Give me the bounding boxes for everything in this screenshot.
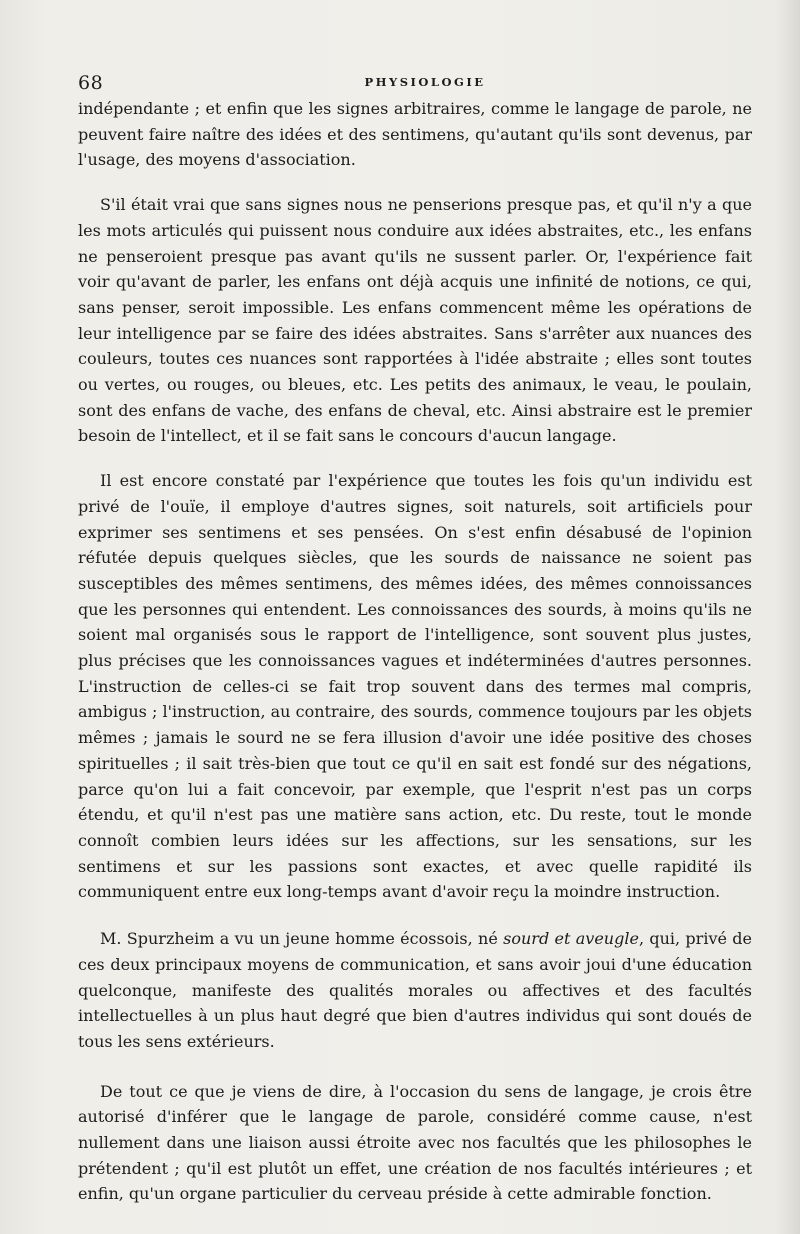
paragraph-4 xyxy=(78,926,752,1055)
paragraph-5: De tout ce que je viens de dire, à l'occasion du sens de langage, je crois être autorisé d'inférer que le langage de parole, considéré comme cause, n'est nullement dans une liaison aussi étroite avec nos facultés que les philosophes le prétendent ; qu'il est plutôt un effet, une création de nos facultés intérieures ; et enfin, qu'un organe particulier du cerveau préside à cette admirable fonction. xyxy=(78,1081,752,1204)
body-text xyxy=(78,96,752,1207)
page-number: 68 xyxy=(78,72,104,94)
paragraph-2: S'il était vrai que sans signes nous ne penserions presque pas, et qu'il n'y a que les mots articulés qui puissent nous conduire aux idées abstraites, etc., les enfans ne penseroient presque pas avant qu'ils ne sussent parler. Or, l'expérience fait voir qu'avant de parler, les enfans ont déjà acquis une infinité de notions, ce qui, sans penser, seroit impossible. Les enfans commencent même les opérations de leur intelligence par se faire des idées abstraites. Sans s'arrêter aux nuances des couleurs, toutes ces nuances sont rapportées à l'idée abstraite ; elles sont toutes ou vertes, ou rouges, ou bleues, etc. Les petits des animaux, le veau, le poulain, sont des enfans de vache, des enfans de cheval, etc. Ainsi abstraire est le premier besoin de l'intellect, et il se fait sans le concours d'aucun langage. xyxy=(78,195,752,446)
paragraph-4-end: , qui, privé de ces deux principaux moyens de communication, et sans avoir joui d'une éducation quelconque, manifeste des qualités morales ou affectives et des facultés intellectuelles à un plus haut degré que bien d'autres individus qui sont doués de tous les sens extérieurs. xyxy=(78,929,752,1051)
running-head: PHYSIOLOGIE xyxy=(364,75,486,89)
paragraph-1: indépendante ; et enfin que les signes arbitraires, comme le langage de parole, ne peuvent faire naître des idées et des sentimens, qu'autant qu'ils sont devenus, par l'usage, des moyens d'association. xyxy=(78,99,752,170)
paragraph-3: Il est encore constaté par l'expérience que toutes les fois qu'un individu est privé de l'ouïe, il employe d'autres signes, soit naturels, soit artificiels pour exprimer ses sentimens et ses pensées. On s'est enfin désabusé de l'opinion réfutée depuis quelques siècles, que les sourds de naissance ne soient pas susceptibles des mêmes sentimens, des mêmes idées, des mêmes connoissances que les personnes qui entendent. Les connoissances des sourds, à moins qu'ils ne soient mal organisés sous le rapport de l'intelligence, sont souvent plus justes, plus précises que les connoissances vagues et indéterminées d'autres personnes. L'instruction de celles-ci se fait trop souvent dans des termes mal compris, ambigus ; l'instruction, au contraire, des sourds, commence toujours par les objets mêmes ; jamais le sourd ne se fera illusion d'avoir une idée positive des choses spirituelles ; il sait très-bien que tout ce qu'il en sait est fondé sur des négations, parce qu'on lui a fait concevoir, par exemple, que l'esprit n'est pas un corps étendu, et qu'il n'est pas une matière sans action, etc. Du reste, tout le monde connoît combien leurs idées sur les affections, sur les sensations, sur les sentimens et sur les passions sont exactes, et avec quelle rapidité ils communiquent entre eux long-temps avant d'avoir reçu la moindre instruction. xyxy=(78,471,752,902)
paragraph-4-italic: sourd et aveugle xyxy=(503,929,639,949)
paragraph-4-start: M. Spurzheim a vu un jeune homme écossois, né xyxy=(100,929,504,949)
page-header xyxy=(78,72,752,96)
